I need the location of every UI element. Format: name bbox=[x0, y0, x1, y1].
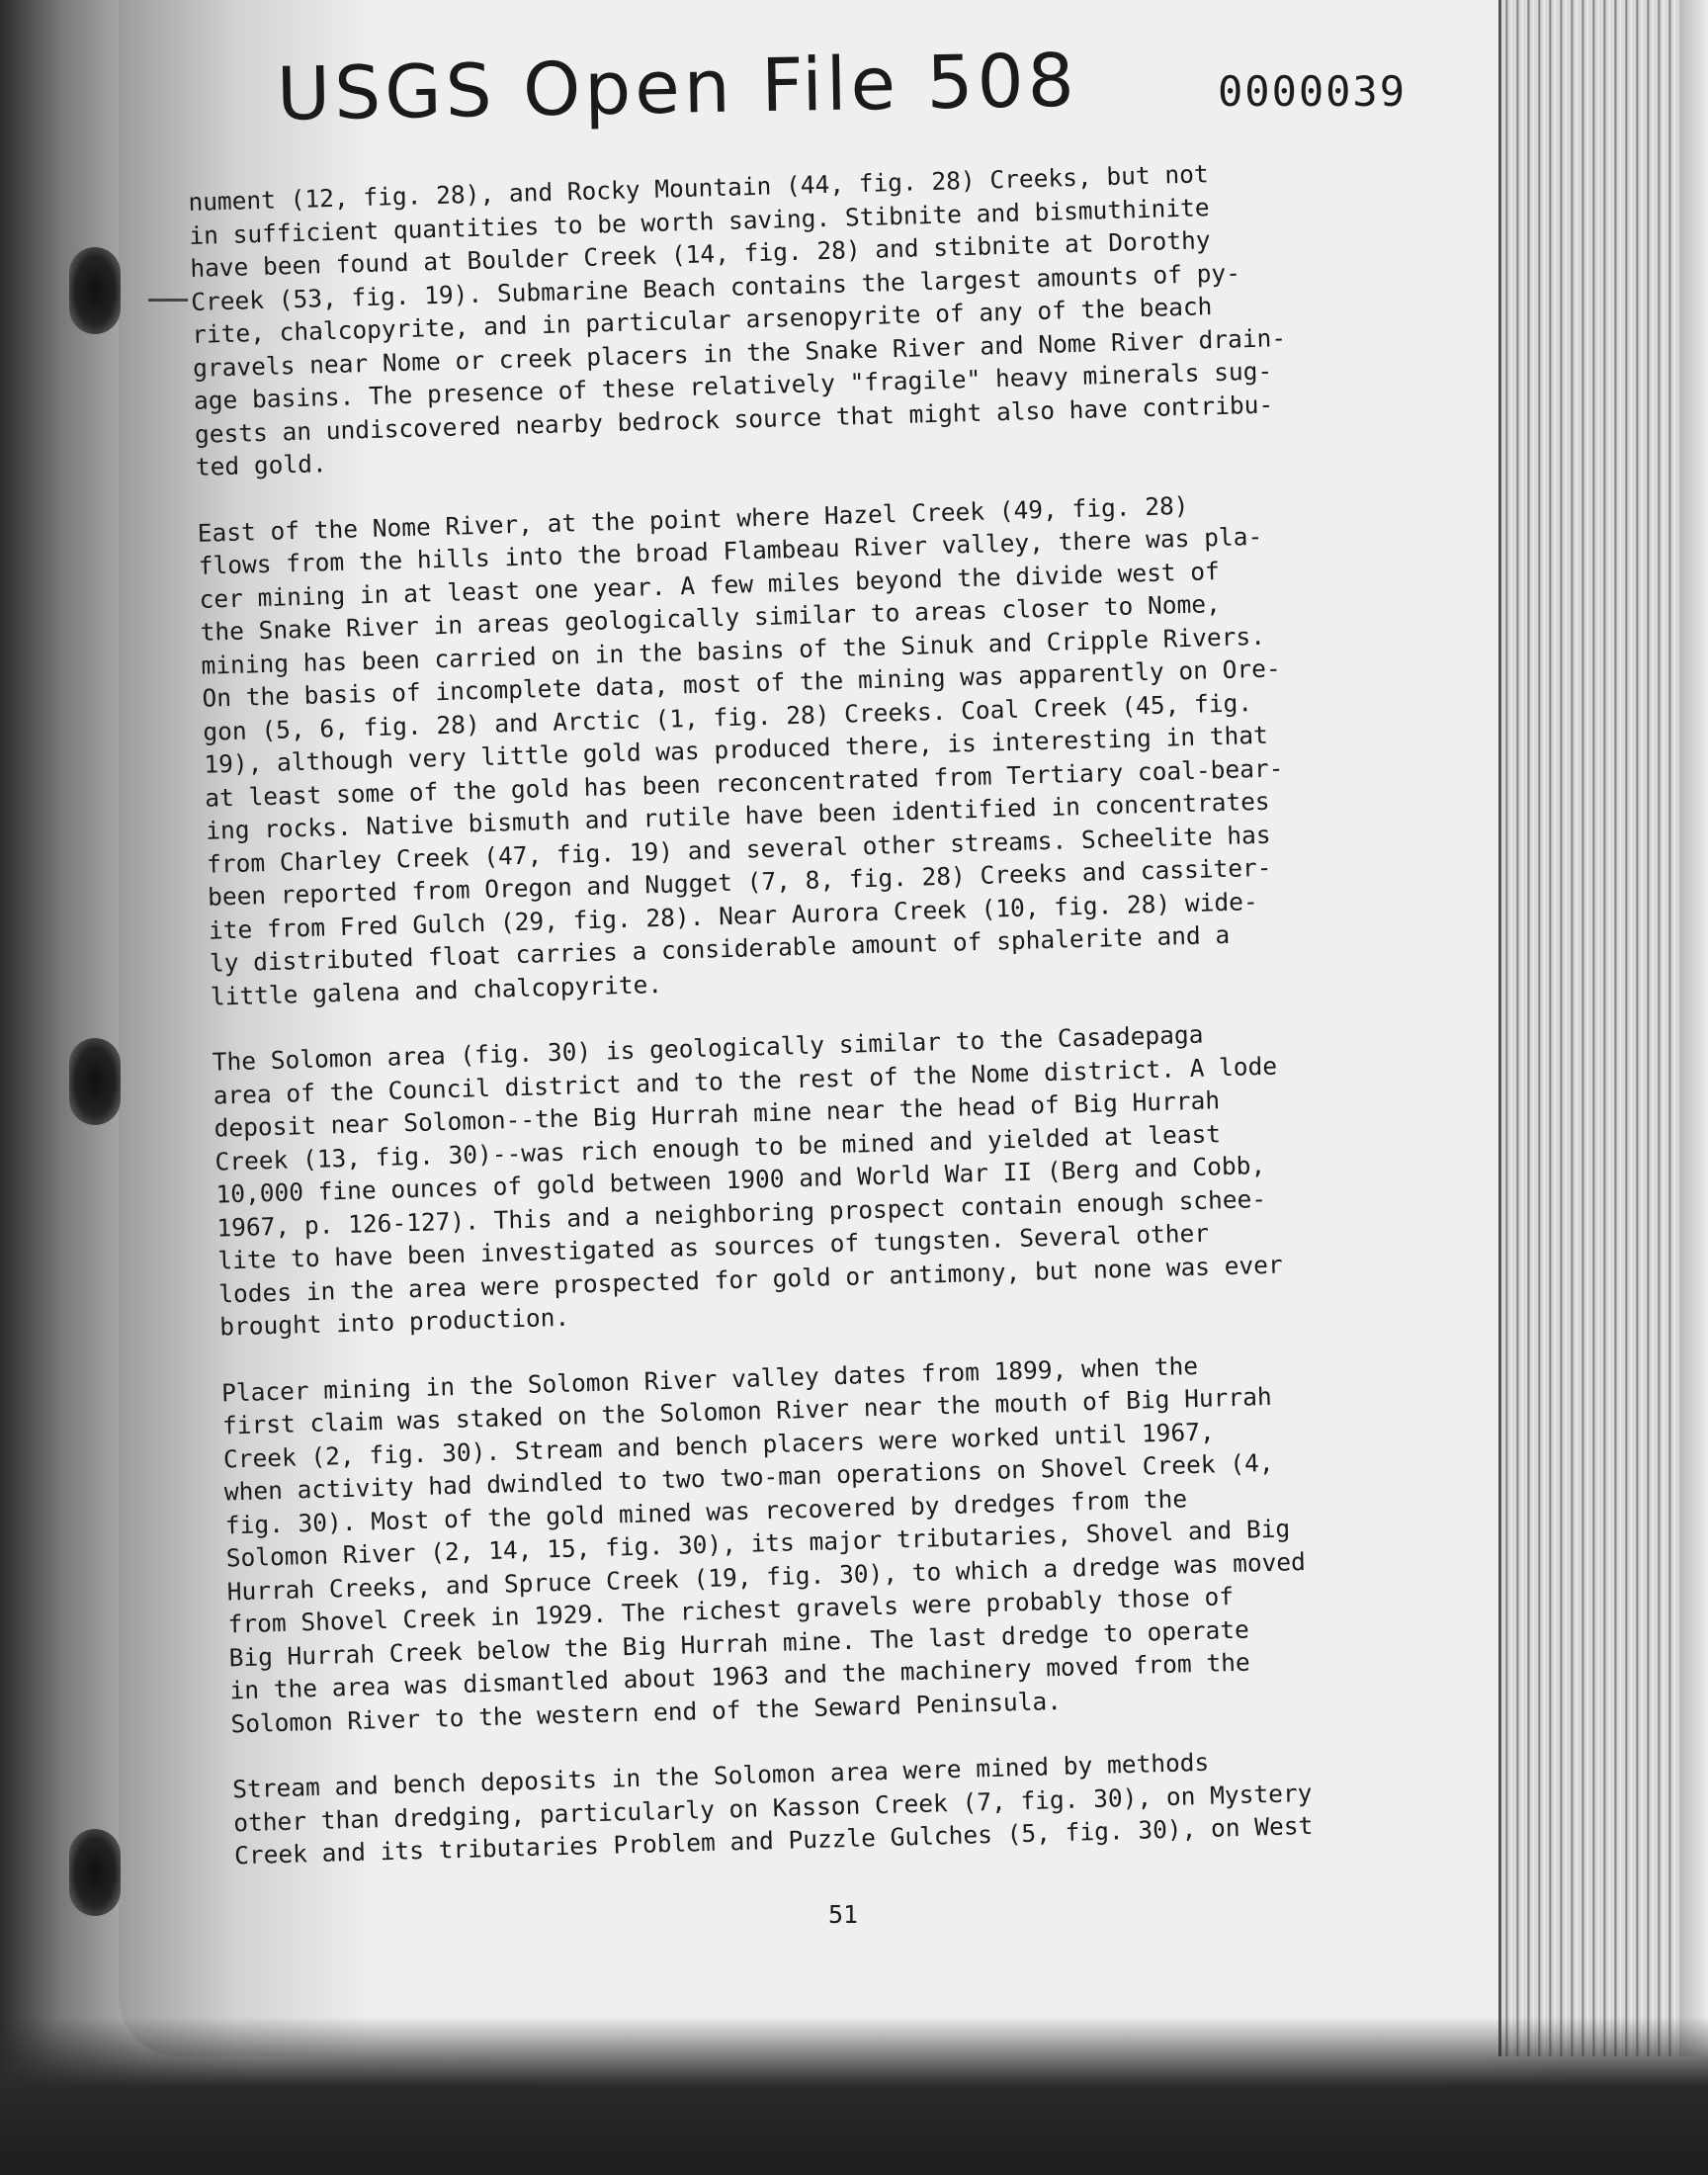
page-number: 51 bbox=[828, 1900, 859, 1929]
paragraph-5: Stream and bench deposits in the Solomon area were mined by methods other than dredging, particularly on Kasson Creek (7, fig. 30), on Mystery Creek and its tributaries Problem and Puzzle Gulches (5, fig. 30), on West bbox=[231, 1747, 1314, 1870]
paragraph-1: nument (12, fig. 28), and Rocky Mountain (44, fig. 28) Creeks, but not in sufficient quantities to be worth saving. Stibnite and bismuthinite have been found at Boulder Creek (14, fig. 28) and stibnite at Dorothy Creek (53, fig. 19). Submarine Beach contains the largest amounts of py- rite, chalcopyrite, and in particular arsenopyrite of any of the beach gravels near Nome or creek placers in the Snake River and Nome River drain- age basins. The presence of these relatively "fragile" heavy minerals sug- gests an undiscovered nearby bedrock source that might also have contribu- ted gold. bbox=[188, 159, 1287, 481]
handwritten-title: USGS Open File 508 bbox=[276, 38, 1079, 137]
binder-hole-bottom bbox=[69, 1829, 121, 1916]
document-number: 0000039 bbox=[1218, 67, 1408, 116]
margin-mark bbox=[148, 299, 188, 302]
page-stack-edge bbox=[1498, 0, 1679, 2056]
binder-shadow bbox=[0, 2017, 1708, 2175]
body-text bbox=[188, 151, 1481, 1905]
paragraph-4: Placer mining in the Solomon River valley dates from 1899, when the first claim was staked on the Solomon River near the mouth of Big Hurrah Creek (2, fig. 30). Stream and bench placers were worked until 1967, when activity had dwindled to two two-man operations on Shovel Creek (4, fig. 30). Most of the gold mined was recovered by dredges from the Solomon River (2, 14, 15, fig. 30), its major tributaries, Shovel and Big Hurrah Creeks, and Spruce Creek (19, fig. 30), to which a dredge was moved from Shovel Creek in 1929. The richest gravels were probably those of Big Hurrah Creek below the Big Hurrah mine. The last dredge to operate in the area was dismantled about 1963 and the machinery moved from the Solomon River to the western end of the Seward Peninsula. bbox=[220, 1350, 1307, 1738]
binder-hole-middle bbox=[69, 1038, 121, 1125]
paragraph-2: East of the Nome River, at the point where Hazel Creek (49, fig. 28) flows from the hills into the broad Flambeau River valley, there was pla- cer mining in at least one year. A few miles beyond the divide west of the Snake River in areas geologically similar to areas closer to Nome, mining has been carried on in the basins of the Sinuk and Cripple Rivers. On the basis of incomplete data, most of the mining was apparently on Ore- gon (5, 6, fig. 28) and Arctic (1, fig. 28) Creeks. Coal Creek (45, fig. 19), although very little gold was produced there, is interesting in that at least some of the gold has been reconcentrated from Tertiary coal-bear- ing rocks. Native bismuth and rutile have been identified in concentrates from Charley Creek (47, fig. 19) and several other streams. Scheelite has been reported from Oregon and Nugget (7, 8, fig. 28) Creeks and cassiter- ite from Fred Gulch (29, fig. 28). Near Aurora Creek (10, fig. 28) wide- ly distributed float carries a considerable amount of sphalerite and a little galena and chalcopyrite. bbox=[197, 490, 1284, 1011]
paragraph-3: The Solomon area (fig. 30) is geologically similar to the Casadepaga area of the Council district and to the rest of the Nome district. A lode deposit near Solomon--the Big Hurrah mine near the head of Big Hurrah Creek (13, fig. 30)--was rich enough to be mined and yielded at least 10,000 fine ounces of gold between 1900 and World War II (Berg and Cobb, 1967, p. 126-127). This and a neighboring prospect contain enough schee- lite to have been investigated as sources of tungsten. Several other lodes in the area were prospected for gold or antimony, but none was ever brought into production. bbox=[212, 1019, 1284, 1342]
binder-hole-top bbox=[69, 247, 121, 334]
